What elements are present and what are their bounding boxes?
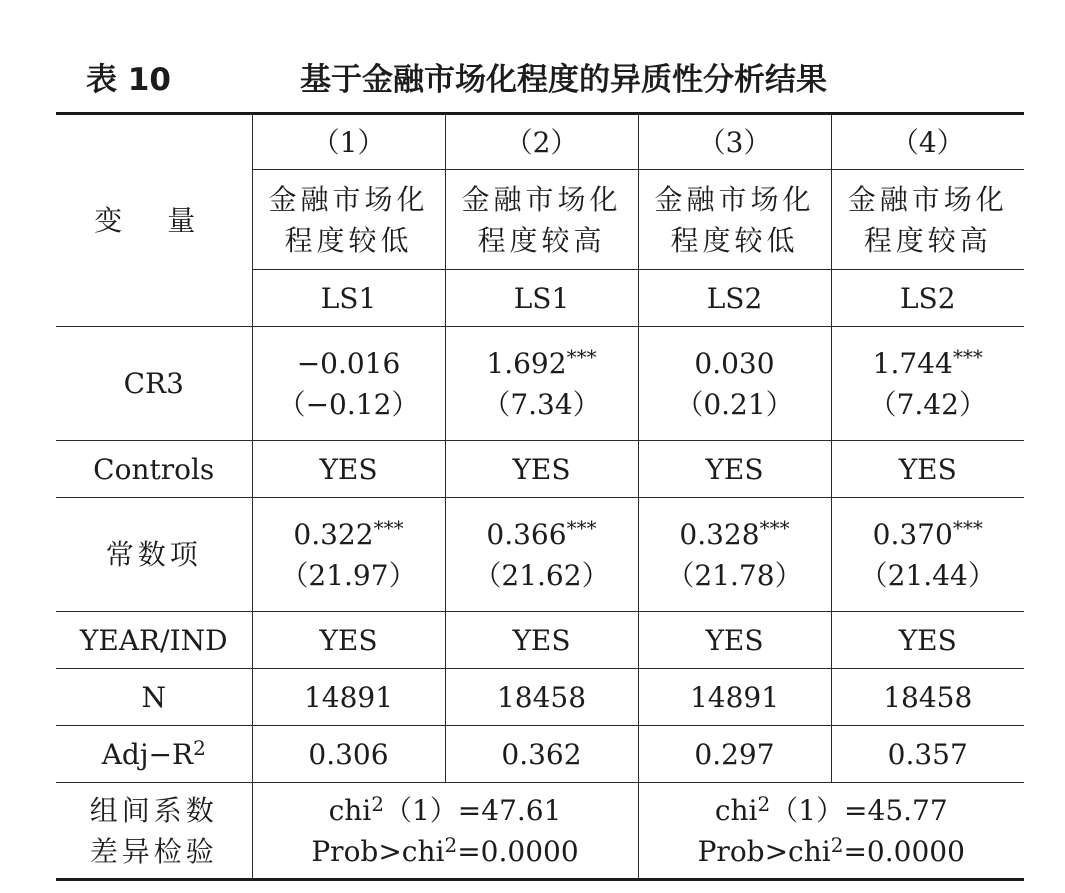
table-title: 基于金融市场化程度的异质性分析结果 [300, 62, 827, 98]
results-table [56, 112, 1024, 881]
col-group: 金融市场化 程度较低 [638, 170, 831, 270]
table-cell: 14891 [252, 669, 445, 726]
chi2-test-cell: chi$^2$（1）=45.77 Prob>chi$^2$=0.0000 [638, 783, 1024, 880]
col-group: 金融市场化 程度较高 [831, 170, 1024, 270]
year-ind-row [56, 612, 1024, 669]
table-cell: 0.357 [831, 726, 1024, 783]
table-cell: YES [831, 612, 1024, 669]
table-cell: 14891 [638, 669, 831, 726]
table-cell: YES [638, 612, 831, 669]
coef-cell: −0.016 （−0.12） [252, 327, 445, 441]
table-cell: YES [445, 612, 638, 669]
coef-cell: 0.328*** （21.78） [638, 498, 831, 612]
coef-cell: 0.030 （0.21） [638, 327, 831, 441]
coef-cell: 0.370*** （21.44） [831, 498, 1024, 612]
col-group: 金融市场化 程度较高 [445, 170, 638, 270]
col-number: （2） [445, 114, 638, 170]
table-cell: YES [252, 612, 445, 669]
dep-var: LS1 [252, 270, 445, 327]
row-label: 组间系数 差异检验 [56, 783, 252, 880]
table-cell: 0.297 [638, 726, 831, 783]
dep-var: LS2 [831, 270, 1024, 327]
table-cell: 18458 [831, 669, 1024, 726]
table-caption [86, 50, 1036, 100]
column-number-row [56, 114, 1024, 170]
group-diff-test-row [56, 783, 1024, 880]
table-cell: 0.306 [252, 726, 445, 783]
row-label: 常数项 [56, 498, 252, 612]
col-number: （1） [252, 114, 445, 170]
adj-r2-row [56, 726, 1024, 783]
coef-cell: 0.322*** （21.97） [252, 498, 445, 612]
chi2-test-cell: chi$^2$（1）=47.61 Prob>chi$^2$=0.0000 [252, 783, 638, 880]
col-number: （4） [831, 114, 1024, 170]
row-label: N [56, 669, 252, 726]
constant-row [56, 498, 1024, 612]
table-cell: 0.362 [445, 726, 638, 783]
row-label: Controls [56, 441, 252, 498]
controls-row [56, 441, 1024, 498]
table-cell: YES [445, 441, 638, 498]
dep-var: LS2 [638, 270, 831, 327]
coef-cell: 1.744*** （7.42） [831, 327, 1024, 441]
coef-cell: 1.692*** （7.34） [445, 327, 638, 441]
row-label: $Adj-R^2$ [56, 726, 252, 783]
table-cell: YES [831, 441, 1024, 498]
row-label: YEAR/IND [56, 612, 252, 669]
table-number: 表 10 [86, 62, 171, 98]
row-label: CR3 [56, 327, 252, 441]
col-group: 金融市场化 程度较低 [252, 170, 445, 270]
table-cell: YES [252, 441, 445, 498]
col-number: （3） [638, 114, 831, 170]
coef-cell: 0.366*** （21.62） [445, 498, 638, 612]
n-row [56, 669, 1024, 726]
variable-header: 变 量 [56, 114, 252, 327]
cr3-row [56, 327, 1024, 441]
table-cell: YES [638, 441, 831, 498]
dep-var: LS1 [445, 270, 638, 327]
table-cell: 18458 [445, 669, 638, 726]
